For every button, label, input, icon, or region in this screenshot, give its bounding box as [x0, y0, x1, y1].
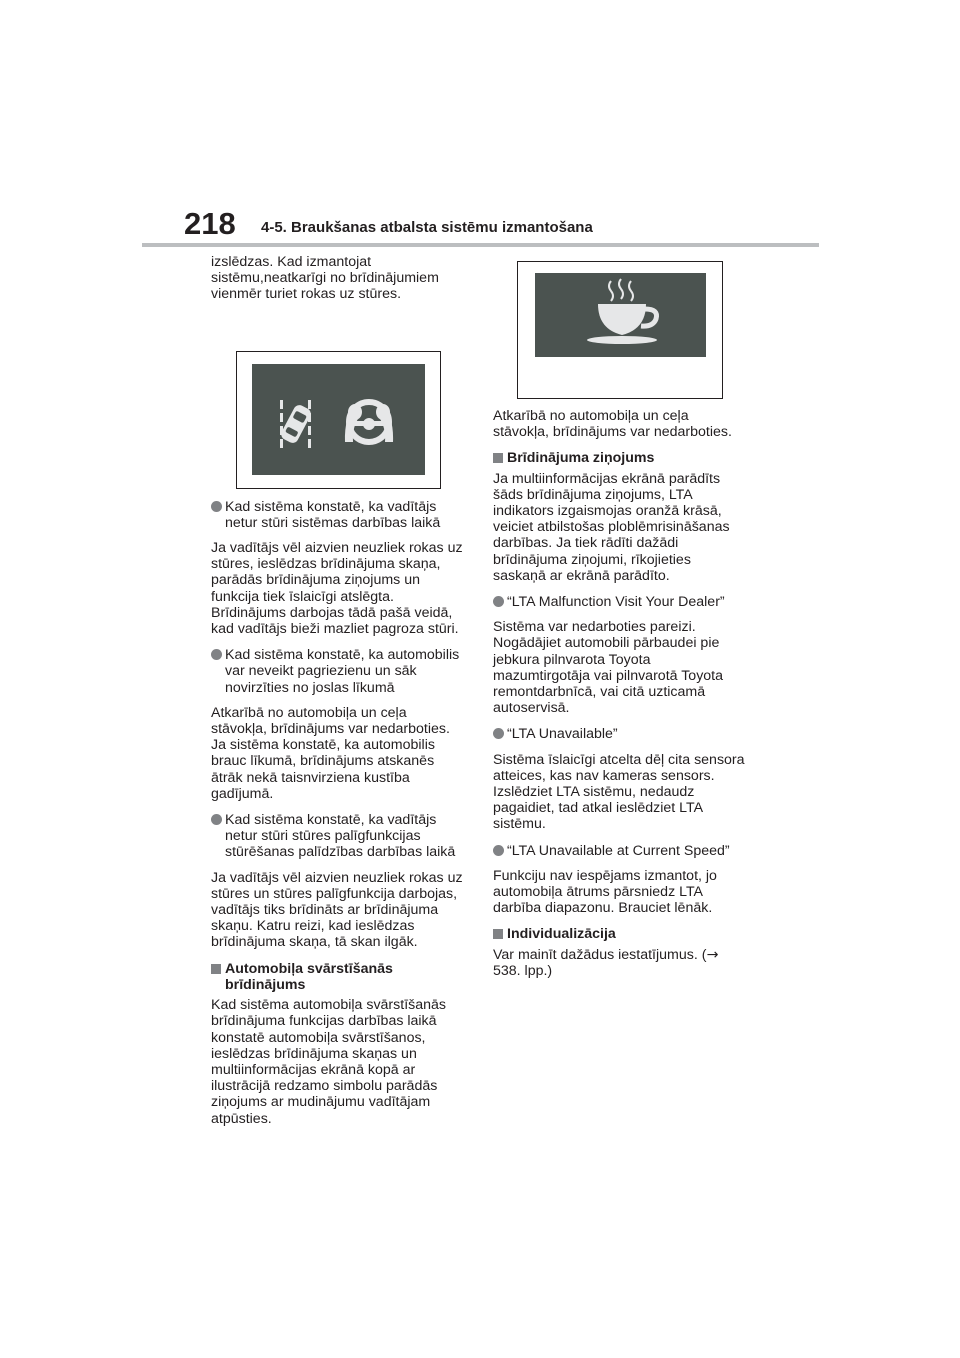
coffee-cup-rest-icon	[535, 273, 706, 357]
heading-sway-warning: Automobiļa svārstīšanās brīdinājums	[211, 961, 473, 993]
paragraph-curve: Atkarībā no automobiļa un ceļa stāvokļa, brīdinājums var nedarboties. Ja sistēma konstatē, ka automobilis brauc līkumā, brīdinājums atskanēs ātrāk nekā taisnvirziena kustība gadījumā.	[211, 704, 450, 802]
bullet-steering-assist: Kad sistēma konstatē, ka vadītājs netur stūri stūres palīgfunkcijas stūrēšanas palīdzības darbības laikā	[211, 812, 473, 861]
paragraph-lta-malfunction: Sistēma var nedarboties pareizi. Nogādājiet automobili pārbaudei pie jebkura pilnvarota Toyota mazumtirgotāja vai pilnvarotā Toyota remontdarbnīcā, vai citā uzticamā autoservisā.	[493, 619, 724, 717]
paragraph-hands-off: Ja vadītājs vēl aizvien neuzliek rokas uz stūres, ieslēdzas brīdinājuma skaņa, parādās brīdinājuma ziņojums un funkcija tiek īslaicīgi atslēgta. Brīdinājums darbojas tādā pašā veidā, kad vadītājs bieži mazliet pagroza stūri.	[211, 540, 463, 638]
paragraph-lta-unavailable: Sistēma īslaicīgi atcelta dēļ cita sensora atteices, kas nav kameras sensors. Izslēdziet LTA sistēmu, nedaudz pagaidiet, tad atkal ieslēdziet LTA sistēmu.	[493, 751, 745, 833]
bullet-dot-icon	[211, 501, 222, 512]
heading-customization: Individualizācija	[493, 926, 755, 942]
paragraph-sway-warning: Kad sistēma automobiļa svārstīšanās brīdinājuma funkcijas darbības laikā konstatē automobiļa svārstīšanos, ieslēdzas brīdinājuma skaņas un multiinformācijas ekrānā kopā ar ilustrācijā redzamo simbolu parādās ziņojums ar mudinājumu vadītājam atpūsties.	[211, 997, 446, 1127]
lta-hands-on-wheel-warning-icon	[252, 364, 425, 475]
bullet-curve-departure: Kad sistēma konstatē, ka automobilis var neveikt pagriezienu un sāk novirzīties no joslas līkumā	[211, 647, 473, 696]
page-reference-link[interactable]: 538. lpp.)	[493, 962, 553, 979]
bullet-dot-icon	[493, 845, 504, 856]
multi-information-display	[535, 273, 706, 357]
intro-paragraph: izslēdzas. Kad izmantojat sistēmu,neatkarīgi no brīdinājumiem vienmēr turiet rokas uz stūres.	[211, 254, 439, 303]
bullet-dot-icon	[211, 814, 222, 825]
heading-square-icon	[493, 453, 503, 463]
heading-square-icon	[211, 964, 221, 974]
section-title: 4-5. Braukšanas atbalsta sistēmu izmantošana	[261, 219, 593, 236]
paragraph-steering-assist: Ja vadītājs vēl aizvien neuzliek rokas uz stūres un stūres palīgfunkcija darbojas, vadītājs tiks brīdināts ar brīdinājuma skaņu. Katru reizi, kad ieslēdzas brīdinājuma skaņa, tā skan ilgāk.	[211, 869, 463, 951]
header-rule	[142, 243, 819, 247]
heading-warning-message: Brīdinājuma ziņojums	[493, 450, 755, 466]
left-column	[211, 254, 473, 1137]
right-column	[493, 254, 755, 989]
bullet-hands-off-detected: Kad sistēma konstatē, ka vadītājs netur stūri sistēmas darbības laikā	[211, 499, 473, 531]
paragraph-rest-note: Atkarībā no automobiļa un ceļa stāvokļa, brīdinājums var nedarboties.	[493, 408, 732, 441]
bullet-dot-icon	[493, 728, 504, 739]
bullet-dot-icon	[493, 596, 504, 607]
arrow-right-icon: →	[706, 946, 719, 963]
bullet-dot-icon	[211, 649, 222, 660]
bullet-lta-malfunction: “LTA Malfunction Visit Your Dealer”	[493, 594, 755, 610]
lta-warning-figure	[236, 351, 441, 489]
paragraph-lta-unavailable-speed: Funkciju nav iespējams izmantot, jo automobiļa ātrums pārsniedz LTA darbība diapazonu. Brauciet lēnāk.	[493, 867, 717, 917]
heading-square-icon	[493, 929, 503, 939]
paragraph-customization: Var mainīt dažādus iestatījumus. (→ 538. lpp.)	[493, 947, 755, 979]
bullet-lta-unavailable: “LTA Unavailable”	[493, 726, 755, 742]
bullet-lta-unavailable-speed: “LTA Unavailable at Current Speed”	[493, 843, 755, 859]
paragraph-warning-message: Ja multiinformācijas ekrānā parādīts šāds brīdinājuma ziņojums, LTA indikators izgaismojas oranžā krāsā, veiciet atbilstošas ploblēmrisināšanas darbības. Ja tiek rādīti dažādi brīdinājuma ziņojumi, rīkojieties saskaņā ar ekrānā parādīto.	[493, 470, 730, 584]
rest-warning-figure	[517, 261, 723, 399]
multi-information-display	[252, 364, 425, 475]
page-number: 218	[184, 206, 236, 241]
